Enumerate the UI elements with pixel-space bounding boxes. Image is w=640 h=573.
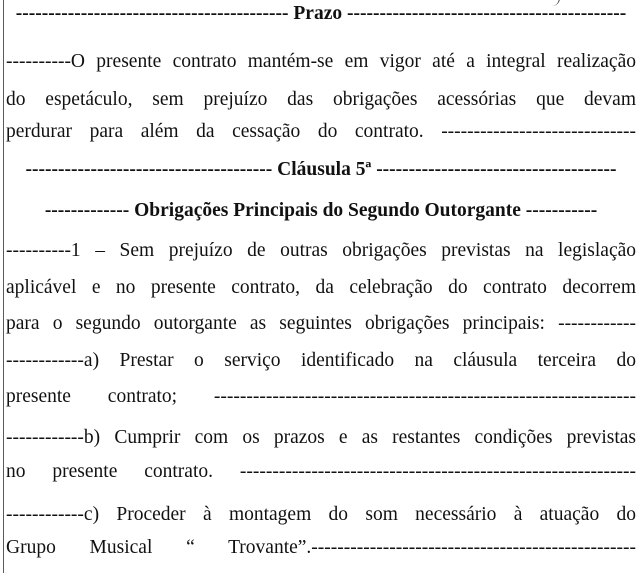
heading-prazo: ------------------------------------------ Prazo ------------------------------------------- [15,3,627,24]
paragraph-line: no presente contrato. ------------------------------------------------------------- [6,461,636,482]
paragraph-line: ----------1 – Sem prejuízo de outras obrigações previstas na legislação [6,240,636,261]
left-margin-rule [3,0,4,573]
paragraph-line: ----------O presente contrato mantém-se em vigor até a integral realização [6,51,636,72]
heading-obrigacoes: ------------- Obrigações Principais do Segundo Outorgante ----------- [44,200,598,221]
paragraph-line: Grupo Musical “ Trovante”.-------------------------------------------------- [6,537,636,558]
heading-clausula-5: -------------------------------------- Cláusula 5ª ------------------------------------- [25,159,617,180]
paragraph-line: aplicável e no presente contrato, da celebração do contrato decorrem [6,277,636,298]
paragraph-line: presente contrato; ----------------------------------------------------------------- [6,386,636,407]
list-item-b: ------------b) Cumprir com os prazos e as restantes condições previstas [6,427,636,448]
paragraph-line: para o segundo outorgante as seguintes obrigações principais: ------------ [6,313,636,334]
list-item-c: ------------c) Proceder à montagem do som necessário à atuação do [6,504,636,525]
paragraph-line: perdurar para além da cessação do contrato. ------------------------------ [6,121,636,142]
list-item-a: ------------a) Prestar o serviço identificado na cláusula terceira do [6,350,636,371]
paragraph-line: do espetáculo, sem prejuízo das obrigações acessórias que devam [6,89,636,110]
